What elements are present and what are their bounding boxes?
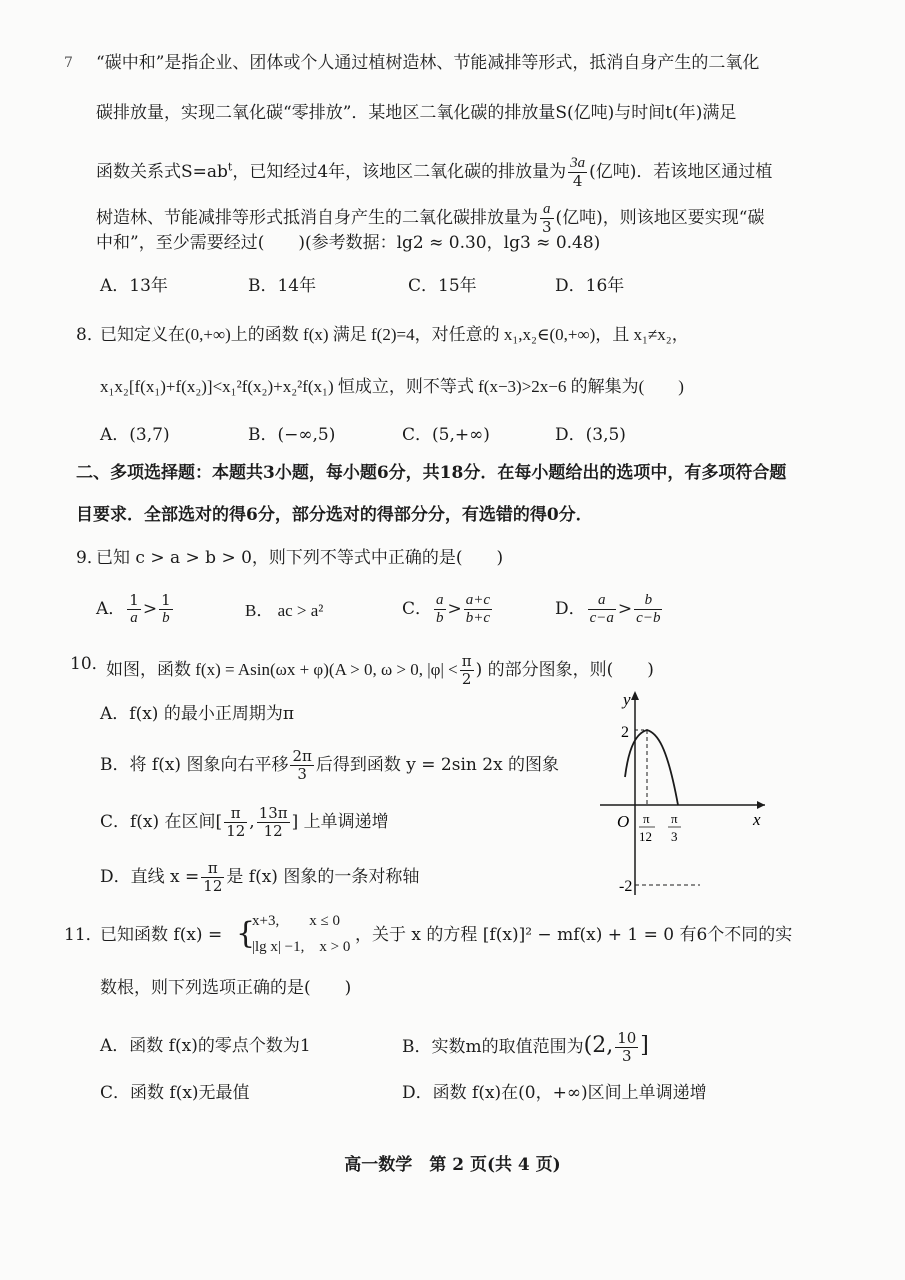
q7-option-a: A．13年: [100, 276, 168, 296]
q9-a-n2: 1: [161, 591, 171, 609]
q8-line2: x₁x₂[f(x₁)+f(x₂)]<x₁²f(x₂)+x₂²f(x₁) 恒成立，则不等式 f(x−3)>2x−6 的解集为( ): [100, 377, 684, 396]
q10-number: 10．: [70, 654, 109, 674]
q11-number: 11．: [64, 925, 103, 945]
q9-c-frac2: [464, 592, 492, 627]
q9-d-n2: b: [634, 592, 662, 610]
q11-b-fn: 10: [617, 1029, 637, 1047]
q7-line4: [96, 201, 765, 236]
q9-a-frac2: [159, 592, 173, 627]
q10-option-a: A．f(x) 的最小正周期为π: [100, 704, 294, 724]
graph-x-tick1-num: π: [643, 811, 650, 826]
q7-frac2-den: 3: [542, 218, 552, 236]
q9-option-c: [402, 592, 494, 627]
q7-line5: 中和”，至少需要经过( )(参考数据：lg2 ≈ 0.30，lg3 ≈ 0.48): [96, 233, 601, 253]
q10-c-frac1: [224, 805, 247, 840]
q7-line3-sup: t: [227, 160, 233, 174]
q8-option-b: B．(−∞,5): [248, 425, 336, 445]
q10-frac-pi-2: [460, 653, 474, 688]
q7-fraction-3a-4: [568, 155, 587, 190]
q9-option-a: [96, 592, 175, 627]
q7-frac1-den: 4: [572, 172, 583, 190]
q7-line4-b: (亿吨)，则该地区要实现“碳: [555, 208, 765, 228]
q10-b-a: B．将 f(x) 图象向右平移: [100, 755, 289, 775]
q7-line1: “碳中和”是指企业、团体或个人通过植树造林、节能减排等形式，抵消自身产生的二氧化: [96, 53, 760, 73]
q9-c-frac1: [434, 592, 446, 627]
q10-d-a: D．直线 x =: [100, 867, 200, 887]
q7-line3-a: 函数关系式S=ab: [96, 162, 228, 182]
q11-option-c: C．函数 f(x)无最值: [100, 1083, 250, 1103]
q10-d-b: 是 f(x) 图象的一条对称轴: [226, 867, 420, 887]
q11-b-left: (2,: [583, 1033, 614, 1058]
q10-c-d1: 12: [226, 822, 246, 840]
page-footer: 高一数学 第 2 页(共 4 页): [344, 1155, 561, 1175]
q7-option-b: B．14年: [248, 276, 317, 296]
x-axis-arrow: [757, 801, 765, 809]
q10-d-frac: [201, 860, 224, 895]
q10-c-b: ] 上单调递增: [291, 812, 389, 832]
q9-a-d2: b: [162, 610, 170, 626]
graph-x-tick1-den: 12: [639, 829, 652, 844]
q7-frac2-num: a: [540, 201, 554, 219]
q8-option-c: C．(5,+∞): [402, 425, 490, 445]
section2-line1: 二、多项选择题：本题共3小题，每小题6分，共18分．在每小题给出的选项中，有多项符合题: [76, 463, 787, 483]
graph-x-label: x: [753, 810, 761, 829]
q11-b-a: B．实数m的取值范围为: [402, 1037, 584, 1057]
q10-b-fn: 2π: [292, 747, 312, 765]
q9-d-frac1: [588, 592, 616, 627]
q9-option-b: B． ac > a²: [245, 601, 324, 620]
graph-y-label: y: [623, 690, 631, 709]
q9-d-n1: a: [588, 592, 616, 610]
y-axis-arrow: [631, 691, 639, 700]
q10-c-n2: 13π: [258, 804, 288, 822]
q9-c-d1: b: [436, 610, 444, 626]
q7-line3: [96, 155, 772, 190]
sine-curve: [625, 730, 678, 805]
q10-frac-den: 2: [461, 670, 472, 688]
q10-b-frac: [290, 748, 313, 783]
q11-text-b: ，关于 x 的方程 [f(x)]² − mf(x) + 1 = 0 有6个不同的实: [355, 925, 793, 945]
q7-line3-b: ，已知经过4年，该地区二氧化碳的排放量为: [232, 162, 567, 182]
q10-c-d2: 12: [263, 822, 283, 840]
q10-d-fd: 12: [203, 877, 223, 895]
q11-b-right: ]: [640, 1033, 649, 1058]
q7-fraction-a-3: [540, 201, 554, 236]
q9-a-n1: 1: [129, 591, 139, 609]
q10-c-frac2: [257, 805, 290, 840]
q10-frac-num: π: [461, 652, 472, 670]
q10-text-a: 如图，函数 f(x) = Asin(ωx + φ)(A > 0, ω > 0, |φ| <: [106, 660, 458, 679]
q9-c-n2: a+c: [465, 592, 491, 608]
q9-d-frac2: [634, 592, 662, 627]
graph-x-tick2-den: 3: [671, 829, 678, 844]
q9-option-d: [555, 592, 664, 627]
q10-c-a: C．f(x) 在区间[: [100, 812, 223, 832]
q7-line2: 碳排放量，实现二氧化碳“零排放”．某地区二氧化碳的排放量S(亿吨)与时间t(年)满足: [96, 103, 737, 123]
q9-c-n1: a: [436, 592, 444, 608]
q9-d-d1: c−a: [589, 610, 614, 626]
q8-option-d: D．(3,5): [555, 425, 626, 445]
q9-a-d1: a: [130, 610, 138, 626]
q7-frac1-num: 3a: [570, 155, 586, 171]
q9-option-d-label: D．: [555, 599, 586, 619]
q11-b-fd: 3: [621, 1047, 632, 1065]
q10-function-graph: [585, 685, 775, 900]
graph-y-max-label: 2: [621, 724, 629, 741]
q7-option-c: C．15年: [408, 276, 477, 296]
q10-option-b: [100, 748, 559, 783]
q8-number: 8．: [76, 325, 104, 345]
q10-option-d: [100, 860, 419, 895]
q9-option-c-label: C．: [402, 599, 433, 619]
q11-option-b: [402, 1030, 649, 1065]
q10-c-n1: π: [224, 805, 247, 823]
q7-option-d: D．16年: [555, 276, 625, 296]
q9-option-a-label: A．: [96, 599, 126, 619]
graph-origin-label: O: [617, 812, 630, 831]
q11-line2: 数根，则下列选项正确的是( ): [100, 978, 352, 998]
q7-number: 7: [64, 55, 73, 71]
q9-c-d2: b+c: [465, 610, 491, 626]
q9-text: 已知 c > a > b > 0，则下列不等式中正确的是( ): [96, 548, 504, 568]
graph-y-min-label: -2: [619, 878, 633, 895]
q10-text: [106, 653, 654, 688]
q10-text-b: ) 的部分图象，则( ): [475, 660, 654, 680]
q8-line1: 已知定义在(0,+∞)上的函数 f(x) 满足 f(2)=4，对任意的 x₁,x₂∈(0,+∞)，且 x₁≠x₂，: [100, 325, 689, 344]
q10-option-c: C．f(x) 在区间[ $\frac{\pi}{12}$ , $\frac{13\pi}{12}$ ] 上单调递增: [100, 804, 389, 840]
q9-a-gt: >: [142, 599, 158, 619]
graph-x-tick2-num: π: [671, 811, 678, 826]
q11-text-a: 已知函数 f(x) =: [100, 925, 223, 945]
q10-b-b: 后得到函数 y = 2sin 2x 的图象: [315, 755, 560, 775]
q8-option-a: A．(3,7): [100, 425, 170, 445]
q11-b-frac: [615, 1030, 638, 1065]
q9-d-gt: >: [617, 599, 633, 619]
q11-brace: {: [236, 916, 256, 951]
q11-option-d: D．函数 f(x)在(0，+∞)区间上单调递增: [402, 1083, 707, 1103]
q9-number: 9．: [76, 548, 104, 568]
q7-line4-a: 树造林、节能减排等形式抵消自身产生的二氧化碳排放量为: [96, 208, 538, 228]
q11-case1: x+3, x ≤ 0: [252, 913, 340, 929]
section2-line2: 目要求．全部选对的得6分，部分选对的得部分分，有选错的得0分．: [76, 505, 593, 525]
q10-d-fn: π: [201, 860, 224, 878]
q11-option-a: A．函数 f(x)的零点个数为1: [100, 1036, 311, 1056]
q7-line3-c: (亿吨)．若该地区通过植: [589, 162, 773, 182]
q9-c-gt: >: [447, 599, 462, 619]
q9-d-d2: c−b: [636, 610, 661, 626]
q11-case2: |lg x| −1, x > 0: [252, 939, 351, 955]
q9-a-frac1: [127, 592, 141, 627]
q10-b-fd: 3: [297, 765, 307, 783]
